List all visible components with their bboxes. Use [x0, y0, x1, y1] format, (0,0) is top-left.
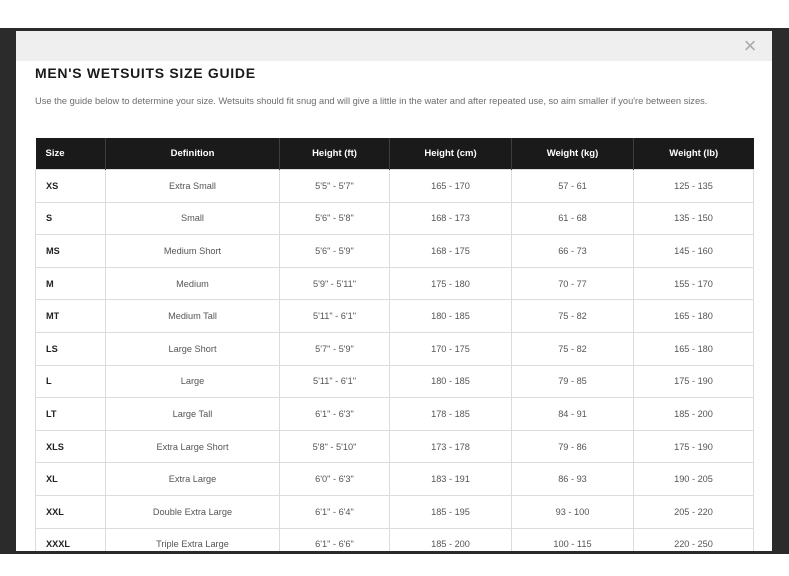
table-row [36, 430, 754, 463]
cell-height-cm: 170 - 175 [390, 332, 512, 365]
cell-weight-lb: 165 - 180 [634, 332, 754, 365]
cell-height-ft: 5'11" - 6'1" [280, 365, 390, 398]
table-row [36, 170, 754, 203]
cell-height-cm: 175 - 180 [390, 267, 512, 300]
cell-definition: Medium [106, 267, 280, 300]
cell-height-ft: 5'8" - 5'10" [280, 430, 390, 463]
table-row [36, 365, 754, 398]
cell-size: XS [36, 170, 106, 203]
cell-size: S [36, 202, 106, 235]
cell-weight-lb: 205 - 220 [634, 495, 754, 528]
cell-height-ft: 5'5" - 5'7" [280, 170, 390, 203]
table-row [36, 495, 754, 528]
cell-height-cm: 185 - 195 [390, 495, 512, 528]
cell-definition: Extra Large Short [106, 430, 280, 463]
cell-weight-kg: 84 - 91 [512, 398, 634, 431]
header-height-cm: Height (cm) [390, 138, 512, 170]
cell-height-ft: 5'7" - 5'9" [280, 332, 390, 365]
cell-height-ft: 5'9" - 5'11" [280, 267, 390, 300]
cell-height-ft: 5'6" - 5'8" [280, 202, 390, 235]
header-size: Size [36, 138, 106, 170]
cell-definition: Medium Short [106, 235, 280, 268]
cell-size: XXXL [36, 528, 106, 551]
cell-height-ft: 6'1" - 6'4" [280, 495, 390, 528]
cell-weight-lb: 125 - 135 [634, 170, 754, 203]
cell-weight-lb: 175 - 190 [634, 365, 754, 398]
table-row [36, 528, 754, 551]
cell-definition: Extra Small [106, 170, 280, 203]
cell-height-cm: 165 - 170 [390, 170, 512, 203]
cell-size: LT [36, 398, 106, 431]
header-weight-kg: Weight (kg) [512, 138, 634, 170]
cell-height-ft: 5'6" - 5'9" [280, 235, 390, 268]
table-row [36, 463, 754, 496]
cell-weight-lb: 155 - 170 [634, 267, 754, 300]
cell-weight-kg: 61 - 68 [512, 202, 634, 235]
cell-size: XLS [36, 430, 106, 463]
table-row [36, 267, 754, 300]
header-height-ft: Height (ft) [280, 138, 390, 170]
cell-weight-kg: 79 - 86 [512, 430, 634, 463]
cell-definition: Large Short [106, 332, 280, 365]
cell-weight-kg: 70 - 77 [512, 267, 634, 300]
cell-weight-lb: 145 - 160 [634, 235, 754, 268]
table-row [36, 235, 754, 268]
cell-weight-lb: 220 - 250 [634, 528, 754, 551]
cell-definition: Small [106, 202, 280, 235]
cell-definition: Extra Large [106, 463, 280, 496]
cell-definition: Large [106, 365, 280, 398]
size-guide-modal [16, 31, 772, 551]
table-row [36, 202, 754, 235]
cell-size: MS [36, 235, 106, 268]
header-definition: Definition [106, 138, 280, 170]
cell-weight-lb: 190 - 205 [634, 463, 754, 496]
cell-definition: Triple Extra Large [106, 528, 280, 551]
cell-weight-kg: 75 - 82 [512, 300, 634, 333]
cell-height-cm: 180 - 185 [390, 300, 512, 333]
modal-header [16, 31, 772, 61]
cell-weight-lb: 185 - 200 [634, 398, 754, 431]
cell-height-cm: 173 - 178 [390, 430, 512, 463]
cell-size: XL [36, 463, 106, 496]
table-row [36, 398, 754, 431]
cell-weight-lb: 135 - 150 [634, 202, 754, 235]
modal-title: MEN'S WETSUITS SIZE GUIDE [35, 65, 256, 81]
cell-size: M [36, 267, 106, 300]
size-table [35, 138, 754, 551]
cell-height-cm: 185 - 200 [390, 528, 512, 551]
cell-size: L [36, 365, 106, 398]
cell-height-ft: 6'1" - 6'3" [280, 398, 390, 431]
table-row [36, 300, 754, 333]
cell-definition: Double Extra Large [106, 495, 280, 528]
table-row [36, 332, 754, 365]
cell-weight-kg: 86 - 93 [512, 463, 634, 496]
cell-height-ft: 5'11" - 6'1" [280, 300, 390, 333]
cell-weight-lb: 165 - 180 [634, 300, 754, 333]
cell-weight-kg: 57 - 61 [512, 170, 634, 203]
cell-size: MT [36, 300, 106, 333]
cell-definition: Large Tall [106, 398, 280, 431]
cell-weight-kg: 79 - 85 [512, 365, 634, 398]
cell-height-ft: 6'0" - 6'3" [280, 463, 390, 496]
cell-height-cm: 183 - 191 [390, 463, 512, 496]
cell-height-cm: 180 - 185 [390, 365, 512, 398]
cell-height-ft: 6'1" - 6'6" [280, 528, 390, 551]
cell-definition: Medium Tall [106, 300, 280, 333]
cell-height-cm: 168 - 173 [390, 202, 512, 235]
cell-height-cm: 178 - 185 [390, 398, 512, 431]
close-icon[interactable]: × [743, 33, 757, 58]
table-header-row [36, 138, 754, 170]
cell-size: LS [36, 332, 106, 365]
cell-weight-kg: 66 - 73 [512, 235, 634, 268]
cell-size: XXL [36, 495, 106, 528]
cell-weight-kg: 100 - 115 [512, 528, 634, 551]
header-weight-lb: Weight (lb) [634, 138, 754, 170]
cell-weight-kg: 75 - 82 [512, 332, 634, 365]
cell-weight-kg: 93 - 100 [512, 495, 634, 528]
cell-weight-lb: 175 - 190 [634, 430, 754, 463]
intro-text: Use the guide below to determine your size. Wetsuits should fit snug and will give a little in the water and after repeated use, so aim smaller if you're between sizes. [35, 96, 708, 106]
cell-height-cm: 168 - 175 [390, 235, 512, 268]
